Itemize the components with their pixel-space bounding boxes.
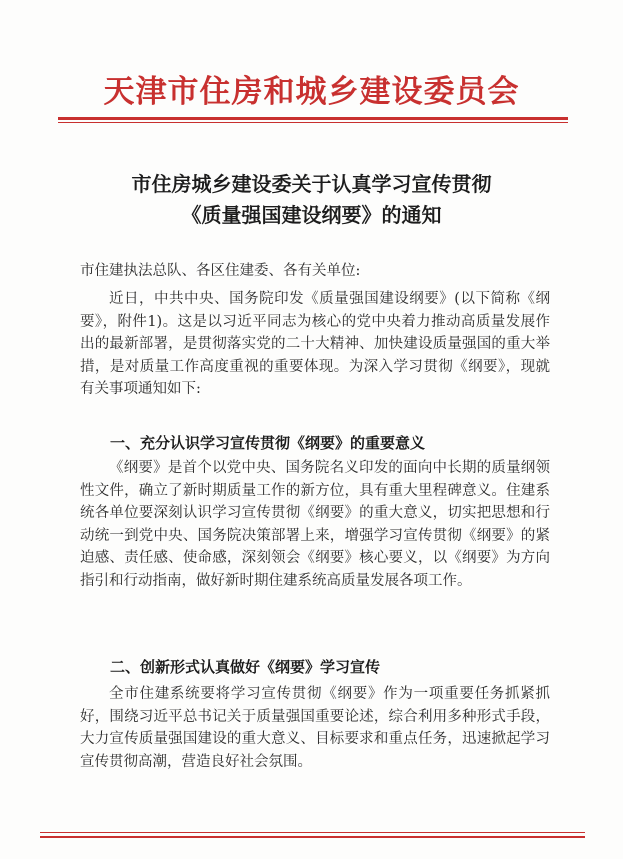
paragraph-section-2: 全市住建系统要将学习宣传贯彻《纲要》作为一项重要任务抓紧抓好，围绕习近平总书记关于质量强国重要论述，综合利用多种形式手段，大力宣传质量强国建设的重大意义、目标要求和重点任务，迅速掀起学习宣传贯彻高潮，营造良好社会氛围。 <box>80 686 550 770</box>
document-title-line1: 市住房城乡建设委关于认真学习宣传贯彻 <box>131 172 492 196</box>
section-heading-2: 二、创新形式认真做好《纲要》学习宣传 <box>110 658 381 676</box>
paragraph-section-1: 《纲要》是首个以党中央、国务院名义印发的面向中长期的质量纲领性文件，确立了新时期质量工作的新方位，具有重大里程碑意义。住建系统各单位要深刻认识学习宣传贯彻《纲要》的重大意义，切实把思想和行动统一到党中央、国务院决策部署上来，增强学习宣传贯彻《纲要》的紧迫感、责任感、使命感，深刻领会《纲要》核心要义，以《纲要》为方向指引和行动指南，做好新时期住建系统高质量发展各项工作。 <box>80 460 550 589</box>
letterhead-rule-thin <box>58 122 568 123</box>
letterhead-rule-thick <box>58 117 568 120</box>
footer-rule-thick <box>40 836 585 838</box>
document-title-line2: 《质量强国建设纲要》的通知 <box>181 203 442 227</box>
letterhead-org-name: 天津市住房和城乡建设委员会 <box>103 74 520 110</box>
section-heading-1: 一、充分认识学习宣传贯彻《纲要》的重要意义 <box>110 434 426 452</box>
addressee: 市住建执法总队、各区住建委、各有关单位: <box>80 263 361 279</box>
paragraph-intro: 近日，中共中央、国务院印发《质量强国建设纲要》(以下简称《纲要》，附件1)。这是以习近平同志为核心的党中央着力推动高质量发展作出的最新部署，是贯彻落实党的二十大精神、加快建设质量强国的重大举措，是对质量工作高度重视的重要体现。为深入学习贯彻《纲要》，现就有关事项通知如下: <box>80 291 550 397</box>
footer-rule-thin <box>40 832 585 833</box>
